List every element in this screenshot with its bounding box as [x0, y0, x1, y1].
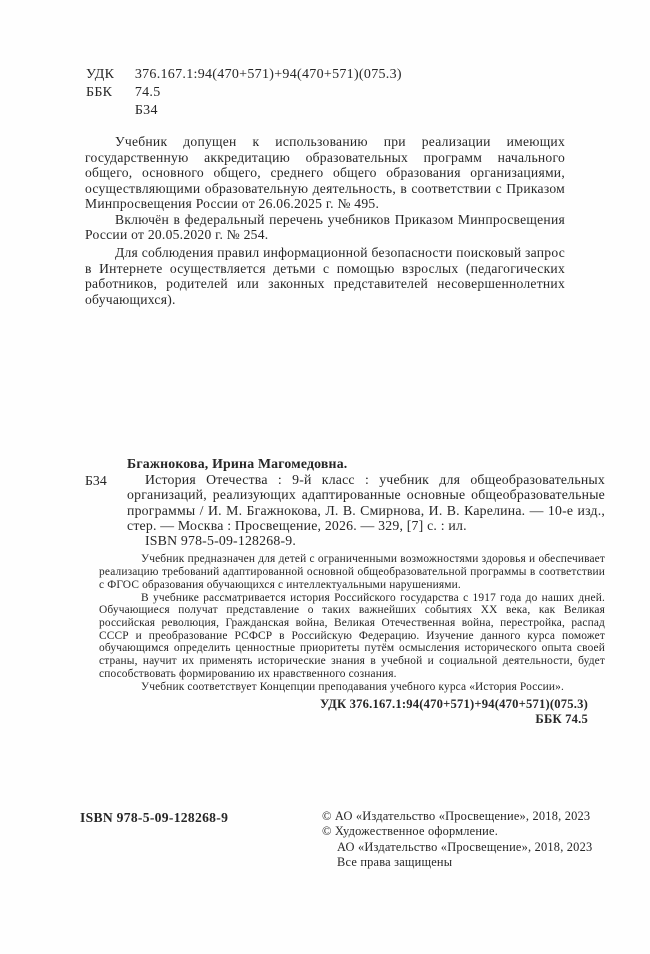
copyright-line-publisher-2: АО «Издательство «Просвещение», 2018, 2023 [337, 839, 593, 854]
card-isbn: ISBN 978-5-09-128268-9. [145, 533, 296, 549]
admission-paragraph: Учебник допущен к использованию при реализации имеющих государственную аккредитацию образовательных программ начального общего, основного общего, среднего общего образования организациями, осуществляющими образовательную деятельность, в соответствии с Приказом Минпросвещения России от 26.06.2025 г. № 495. [85, 134, 565, 211]
card-bbk-line: ББК 74.5 [535, 711, 588, 726]
copyright-block [322, 809, 592, 870]
author-heading: Бгажнокова, Ирина Магомедовна. [127, 456, 348, 471]
udk-label: УДК [86, 67, 115, 82]
safety-block [85, 245, 565, 307]
safety-paragraph: Для соблюдения правил информационной безопасности поисковый запрос в Интернете осуществляется детьми с помощью взрослых (педагогических работников, родителей или законных представителей несовершеннолетних обучающихся). [85, 245, 565, 307]
footer-isbn: ISBN 978-5-09-128268-9 [80, 810, 229, 825]
author-sign: Б34 [134, 102, 158, 118]
annotation-paragraph-3: Учебник соответствует Концепции преподавания учебного курса «История России». [141, 680, 565, 693]
author-sign-line [86, 102, 402, 120]
card-udk-line: УДК 376.167.1:94(470+571)+94(470+571)(075.3) [319, 697, 588, 712]
bbk-label: ББК [86, 84, 113, 100]
udk-value: 376.167.1:94(470+571)+94(470+571)(075.3) [134, 67, 402, 82]
bibliography-row [85, 472, 605, 533]
classification-codes [86, 66, 402, 119]
copyright-line-artwork: © Художественное оформление. [322, 824, 498, 839]
udk-code-line [86, 66, 402, 84]
card-author-sign: Б34 [85, 473, 107, 488]
bibliographic-description: История Отечества : 9-й класс : учебник для общеобразовательных организаций, реализующих адаптированные основные общеобразовательные программы / И. М. Бгажнокова, Л. В. Смирнова, И. В. Карелина. — 10-е изд., стер. — Москва : Просвещение, 2026. — 329, [7] с. : ил. [127, 472, 605, 533]
copyright-line-publisher: © АО «Издательство «Просвещение», 2018, 2023 [322, 809, 591, 823]
admission-block [85, 134, 565, 243]
annotation-paragraph-1: Учебник предназначен для детей с ограниченными возможностями здоровья и обеспечивает реализацию требований адаптированной основной общеобразовательной программы в соответствии с ФГОС образования обучающихся с интеллектуальными нарушениями. [99, 553, 605, 591]
copyright-line-rights: Все права защищены [337, 854, 453, 869]
catalog-card [85, 456, 605, 726]
bbk-code-line [86, 84, 402, 102]
bbk-value: 74.5 [134, 84, 161, 100]
federal-list-paragraph: Включён в федеральный перечень учебников Приказом Минпросвещения России от 20.05.2020 г. № 254. [85, 211, 565, 242]
annotation-paragraph-2: В учебнике рассматривается история Российского государства с 1917 года до наших дней. Обучающиеся получат представление о таких важнейших событиях XX века, как Великая российская революция, Гражданская война, Великая Отечественная война, перестройка, распад СССР и преобразование РСФСР в Российскую Федерацию. Изучение данного курса поможет обучающимся определить ценностные приоритеты путём осмысления исторического опыта своей страны, научит их применять исторические знания в учебной и социальной деятельности, будет способствовать формированию их нравственного сознания. [99, 591, 605, 680]
